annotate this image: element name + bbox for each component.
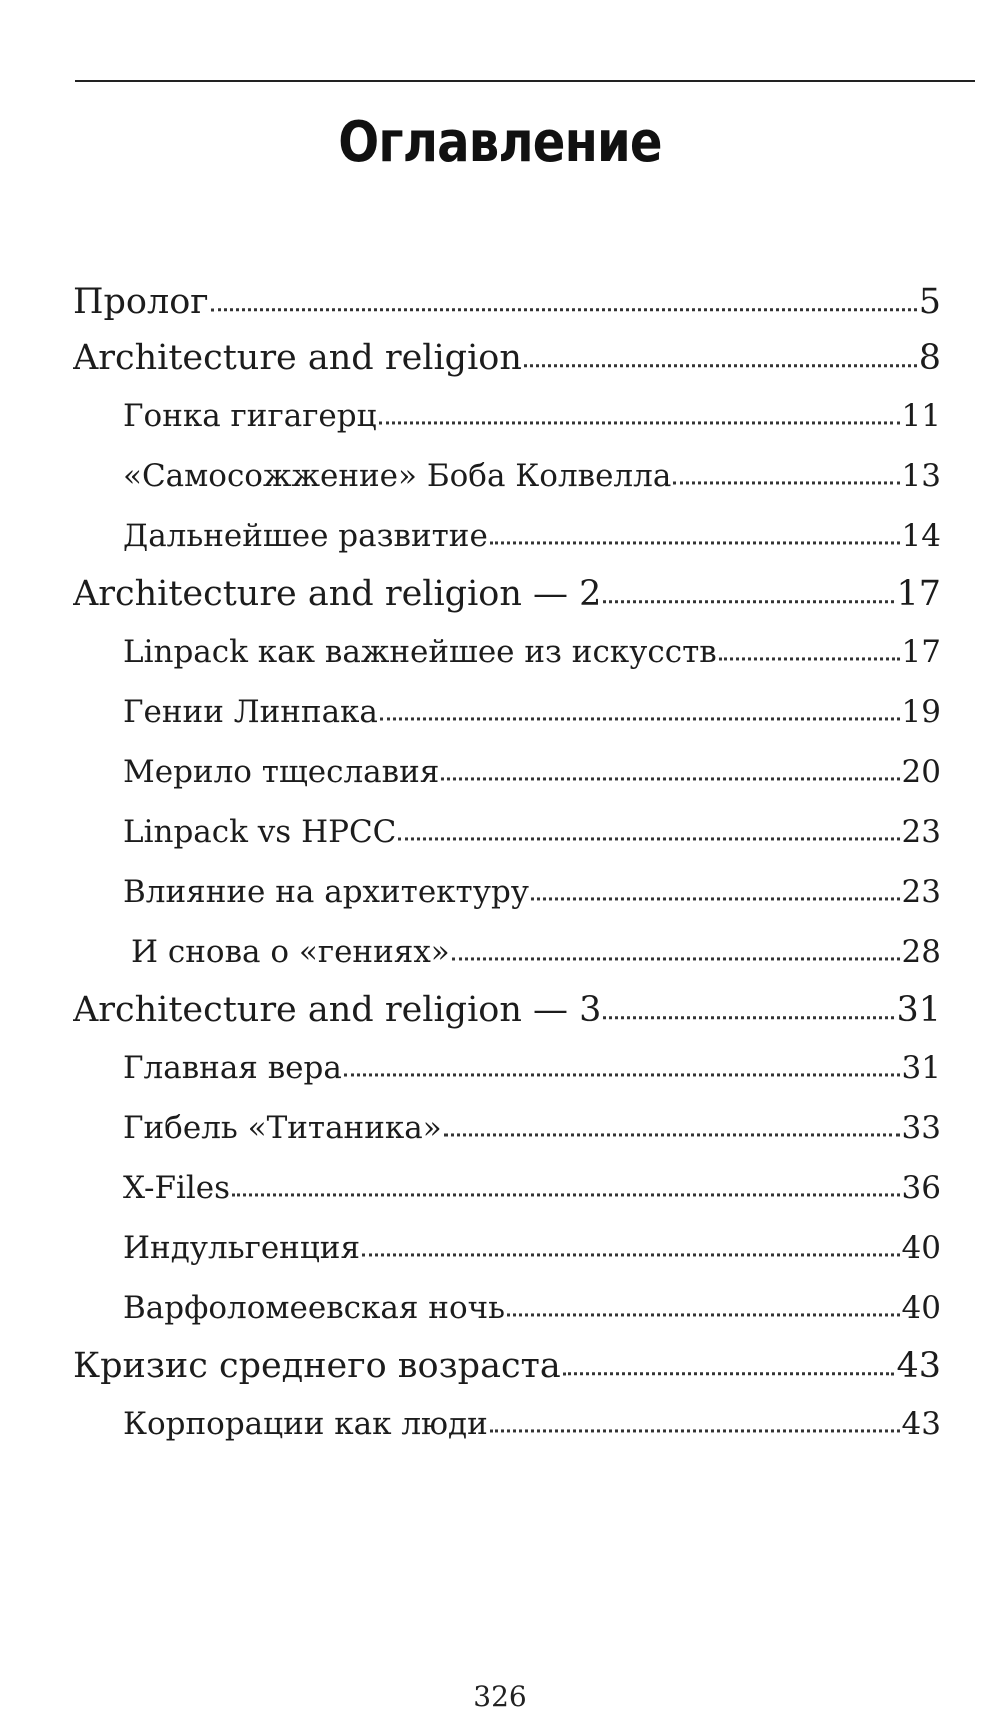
toc-entry-label: Architecture and religion — 3 [73, 990, 602, 1030]
toc-entry-page: 17 [901, 634, 941, 670]
toc-entry-label: Главная вера [123, 1050, 342, 1086]
dot-leader [452, 945, 900, 960]
dot-leader [380, 705, 900, 720]
dot-leader [379, 409, 900, 424]
toc-entry [123, 398, 941, 434]
toc-entry-page: 11 [901, 398, 941, 434]
toc-entry-page: 40 [901, 1290, 941, 1326]
page-title: Оглавление [338, 110, 662, 175]
top-rule [75, 80, 975, 82]
toc-entry-page: 28 [901, 934, 941, 970]
toc-entry-label: Гонка гигагерц [123, 398, 377, 434]
dot-leader [603, 1002, 894, 1019]
toc-entry [123, 458, 941, 494]
toc-entry-label: Linpack vs HPCC [123, 814, 397, 850]
toc-entry-page: 23 [901, 874, 941, 910]
toc-entry-label: Дальнейшее развитие [123, 518, 488, 554]
dot-leader [344, 1061, 900, 1076]
toc-entry-page: 8 [918, 338, 941, 378]
toc-entry [73, 338, 941, 378]
toc-entry [123, 934, 941, 970]
dot-leader [719, 645, 900, 660]
dot-leader [531, 885, 900, 900]
toc-entry-label: Мерило тщеславия [123, 754, 440, 790]
toc-entry [73, 574, 941, 614]
toc-entry [73, 282, 941, 322]
toc-entry-label: Architecture and religion — 2 [73, 574, 602, 614]
dot-leader [524, 350, 917, 367]
toc-entry-page: 43 [896, 1346, 941, 1386]
toc-entry-page: 31 [896, 990, 941, 1030]
toc-entry-page: 33 [901, 1110, 941, 1146]
toc-entry-label: Linpack как важнейшее из искусств [123, 634, 717, 670]
toc-entry [123, 1110, 941, 1146]
toc-entry [123, 694, 941, 730]
dot-leader [563, 1358, 895, 1375]
toc-entry-page: 31 [901, 1050, 941, 1086]
toc-entry [73, 1346, 941, 1386]
toc-entry [123, 1290, 941, 1326]
toc-entry-page: 40 [901, 1230, 941, 1266]
toc-entry-label: Пролог [73, 282, 209, 322]
toc-entry-label: Корпорации как люди [123, 1406, 488, 1442]
toc-entry [123, 634, 941, 670]
dot-leader [398, 825, 899, 840]
toc-entry-label: Architecture and religion [73, 338, 522, 378]
toc-entry-page: 19 [901, 694, 941, 730]
toc-entry [73, 990, 941, 1030]
toc-entry-label: Варфоломеевская ночь [123, 1290, 505, 1326]
dot-leader [444, 1121, 900, 1136]
toc-entry-label: И снова о «гениях» [131, 934, 450, 970]
toc-entry-page: 43 [901, 1406, 941, 1442]
dot-leader [441, 765, 899, 780]
toc-entry [123, 814, 941, 850]
toc-entry-label: Кризис среднего возраста [73, 1346, 561, 1386]
toc-entry-page: 23 [901, 814, 941, 850]
toc-entry [123, 518, 941, 554]
toc-entry-label: «Самосожжение» Боба Колвелла [123, 458, 672, 494]
dot-leader [673, 469, 899, 484]
dot-leader [490, 1417, 900, 1432]
page-number: 326 [473, 1680, 527, 1713]
toc-entry [123, 1406, 941, 1442]
toc-entry-label: Гибель «Титаника» [123, 1110, 442, 1146]
dot-leader [211, 294, 917, 311]
toc-entry [123, 874, 941, 910]
dot-leader [232, 1181, 900, 1196]
dot-leader [603, 586, 894, 603]
toc-entry-label: Гении Линпака [123, 694, 378, 730]
toc-entry-label: X-Files [123, 1170, 231, 1206]
toc-entry-page: 5 [918, 282, 941, 322]
toc-entry [123, 1230, 941, 1266]
toc-entry [123, 1170, 941, 1206]
toc-entry-page: 20 [901, 754, 941, 790]
dot-leader [507, 1301, 900, 1316]
toc-entry-page: 14 [901, 518, 941, 554]
dot-leader [490, 529, 900, 544]
toc-entry-page: 36 [901, 1170, 941, 1206]
toc-entry [123, 1050, 941, 1086]
toc-entry [123, 754, 941, 790]
toc-entry-label: Индульгенция [123, 1230, 360, 1266]
toc-entry-page: 13 [901, 458, 941, 494]
toc-entry-label: Влияние на архитектуру [123, 874, 530, 910]
dot-leader [362, 1241, 900, 1256]
toc-entry-page: 17 [896, 574, 941, 614]
